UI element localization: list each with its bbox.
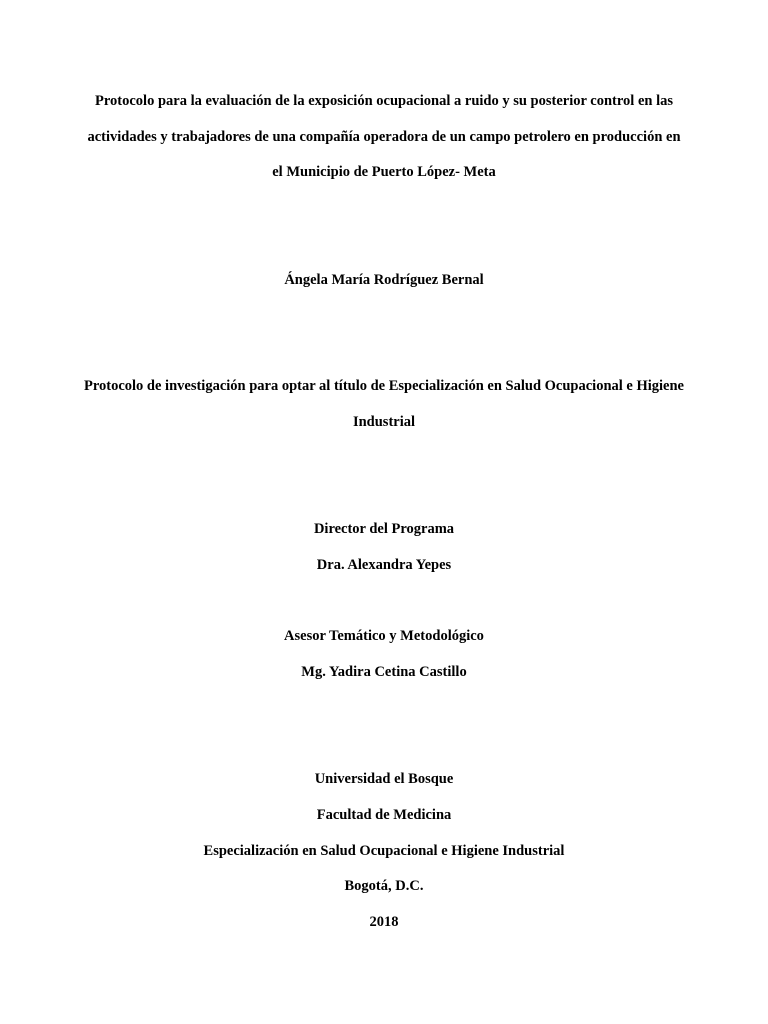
year: 2018	[369, 914, 399, 930]
city-name: Bogotá, D.C.	[344, 878, 424, 894]
title-line-1: Protocolo para la evaluación de la exposición ocupacional a ruido y su posterior control en las	[95, 93, 673, 109]
purpose-line-1: Protocolo de investigación para optar al título de Especialización en Salud Ocupacional e Higiene	[83, 378, 684, 394]
author-name: Ángela María Rodríguez Bernal	[284, 272, 484, 288]
university-name: Universidad el Bosque	[314, 771, 454, 787]
advisor-role: Asesor Temático y Metodológico	[284, 628, 484, 644]
title-line-3: el Municipio de Puerto López- Meta	[272, 164, 496, 180]
program-name: Especialización en Salud Ocupacional e Higiene Industrial	[203, 843, 565, 859]
advisor-name: Mg. Yadira Cetina Castillo	[301, 664, 467, 680]
purpose-line-2: Industrial	[352, 414, 416, 430]
director-role: Director del Programa	[313, 521, 455, 537]
faculty-name: Facultad de Medicina	[316, 807, 452, 823]
title-line-2: actividades y trabajadores de una compañía operadora de un campo petrolero en producción en	[87, 129, 681, 145]
director-name: Dra. Alexandra Yepes	[316, 557, 452, 573]
